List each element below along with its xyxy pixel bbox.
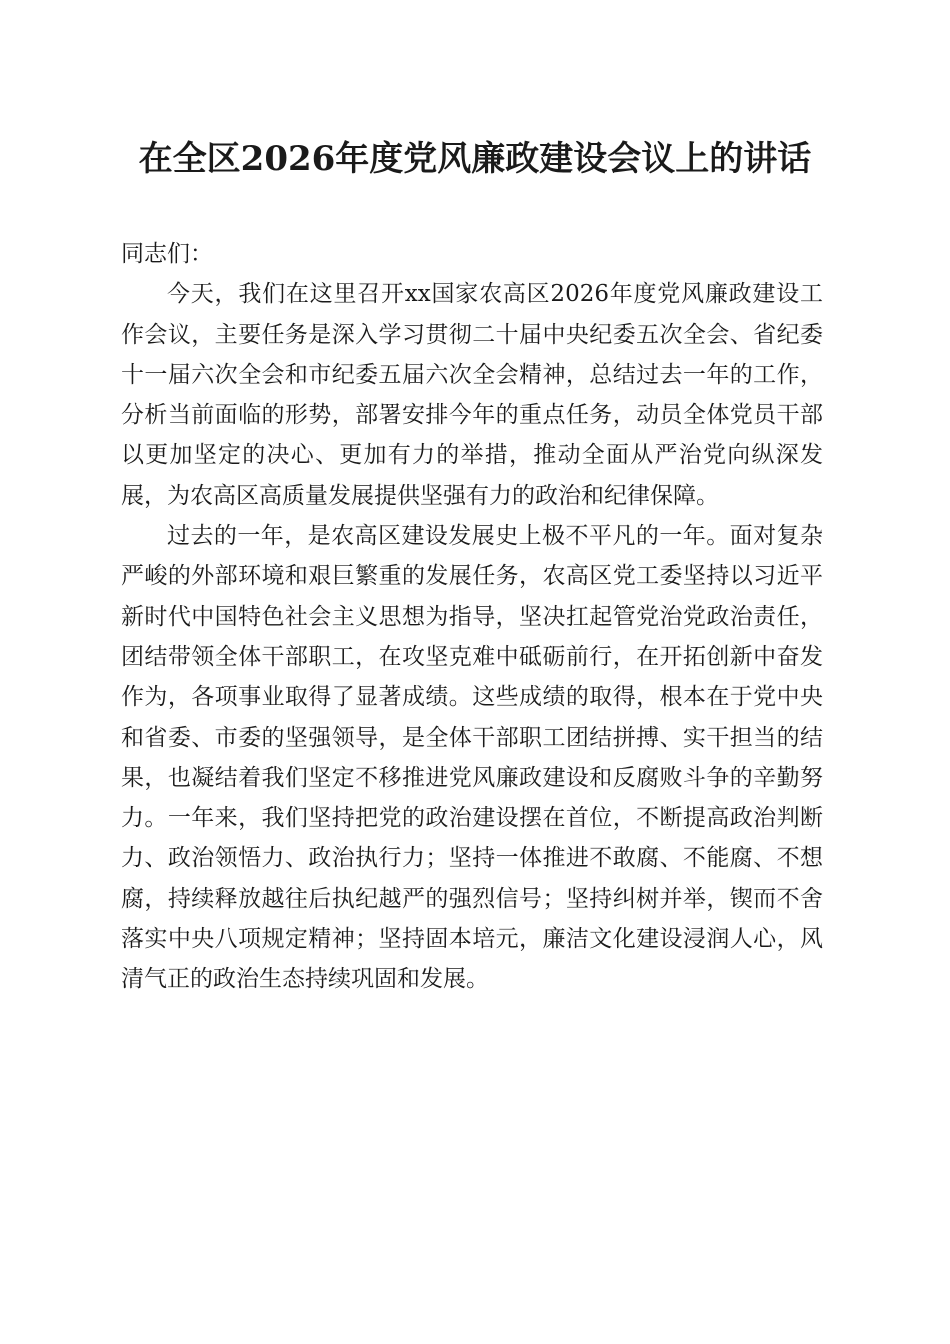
paragraph-2: 过去的一年，是农高区建设发展史上极不平凡的一年。面对复杂严峻的外部环境和艰巨繁重的发展任务，农高区党工委坚持以习近平新时代中国特色社会主义思想为指导，坚决扛起管党治党政治责任，团结带领全体干部职工，在攻坚克难中砥砺前行，在开拓创新中奋发作为，各项事业取得了显著成绩。这些成绩的取得，根本在于党中央和省委、市委的坚强领导，是全体干部职工团结拼搏、实干担当的结果，也凝结着我们坚定不移推进党风廉政建设和反腐败斗争的辛勤努力。一年来，我们坚持把党的政治建设摆在首位，不断提高政治判断力、政治领悟力、政治执行力；坚持一体推进不敢腐、不能腐、不想腐，持续释放越往后执纪越严的强烈信号；坚持纠树并举，锲而不舍落实中央八项规定精神；坚持固本培元，廉洁文化建设浸润人心，风清气正的政治生态持续巩固和发展。 bbox=[121, 523, 823, 993]
document-title: 在全区2026年度党风廉政建设会议上的讲话 bbox=[138, 139, 812, 179]
document-body bbox=[121, 234, 823, 1000]
salutation: 同志们： bbox=[121, 241, 213, 267]
paragraph-1: 今天，我们在这里召开xx国家农高区2026年度党风廉政建设工作会议，主要任务是深入学习贯彻二十届中央纪委五次全会、省纪委十一届六次全会和市纪委五届六次全会精神，总结过去一年的工作，分析当前面临的形势，部署安排今年的重点任务，动员全体党员干部以更加坚定的决心、更加有力的举措，推动全面从严治党向纵深发展，为农高区高质量发展提供坚强有力的政治和纪律保障。 bbox=[121, 281, 823, 509]
